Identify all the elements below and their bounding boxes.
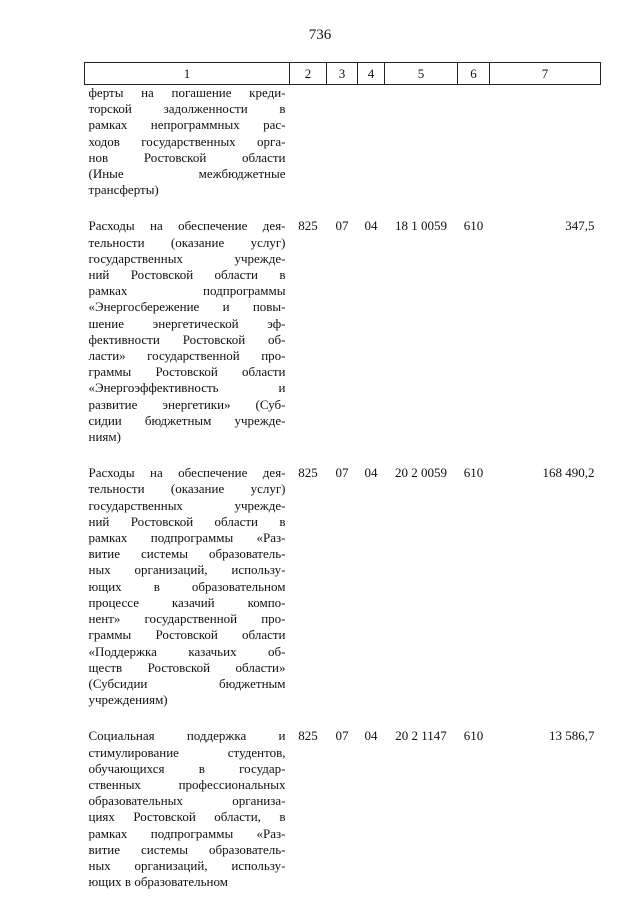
table-body <box>85 85 601 891</box>
row-subsection: 04 <box>364 465 378 481</box>
description-line: циях Ростовской области, в <box>88 809 286 825</box>
description-line: нов Ростовской области <box>88 149 286 165</box>
description-line: Социальная поддержка и <box>88 728 286 744</box>
row-expense-type <box>458 85 490 199</box>
description-line: государственных учрежде- <box>88 250 286 266</box>
description-line: учреждениям) <box>88 692 168 708</box>
description-line: рамках непрограммных рас- <box>88 117 286 133</box>
description-line: «Поддержка казачьих об- <box>88 643 286 659</box>
row-spacer <box>85 198 601 218</box>
row-target-article: 20 2 0059 <box>395 465 447 481</box>
header-col-4: 4 <box>358 63 385 85</box>
description-line: тельности (оказание услуг) <box>88 234 286 250</box>
row-spacer-cell <box>85 198 601 218</box>
table-row <box>85 465 601 708</box>
row-subsection <box>358 85 385 199</box>
row-target-article: 18 1 0059 <box>395 218 447 234</box>
description-line: нент» государственной про- <box>88 611 286 627</box>
description-line: рамках подпрограммы «Раз- <box>88 530 286 546</box>
description-line: «Энергоэффективность и <box>88 380 286 396</box>
description-line: ственных профессиональных <box>88 776 286 792</box>
description-line: стимулирование студентов, <box>88 744 286 760</box>
description-line: фективности Ростовской об- <box>88 331 286 347</box>
description-line: ющих в образовательном <box>88 578 286 594</box>
header-col-5: 5 <box>385 63 458 85</box>
description-line: развитие энергетики» (Суб- <box>88 396 286 412</box>
row-ministry-code <box>290 85 327 199</box>
description-line: процессе казачий компо- <box>88 594 286 610</box>
row-description <box>85 465 290 708</box>
description-line: витие системы образователь- <box>88 546 286 562</box>
row-section: 07 <box>335 465 349 481</box>
row-spacer <box>85 445 601 465</box>
description-line: Расходы на обеспечение дея- <box>88 465 286 481</box>
row-spacer-cell <box>85 445 601 465</box>
row-amount: 13 586,7 <box>549 728 595 744</box>
description-line: граммы Ростовской области <box>88 364 286 380</box>
description-line: обучающихся в государ- <box>88 760 286 776</box>
description-line: рамках подпрограммы «Раз- <box>88 825 286 841</box>
row-amount: 347,5 <box>565 218 595 234</box>
description-line: ных организаций, использу- <box>88 857 286 873</box>
header-col-7: 7 <box>490 63 601 85</box>
table-row <box>85 218 601 445</box>
row-ministry-code: 825 <box>298 218 318 234</box>
description-line: тельности (оказание услуг) <box>88 481 286 497</box>
description-line: трансферты) <box>88 182 159 198</box>
row-amount <box>490 85 601 199</box>
description-line: (Иные межбюджетные <box>88 166 286 182</box>
description-line: ходов государственных орга- <box>88 133 286 149</box>
description-line: рамках подпрограммы <box>88 283 286 299</box>
row-amount: 168 490,2 <box>542 465 595 481</box>
description-line: ных организаций, использу- <box>88 562 286 578</box>
row-subsection: 04 <box>364 728 378 744</box>
row-target-article <box>385 85 458 199</box>
description-line: «Энергосбережение и повы- <box>88 299 286 315</box>
description-line: ществ Ростовской области» <box>88 659 286 675</box>
row-section: 07 <box>335 728 349 744</box>
description-line: граммы Ростовской области <box>88 627 286 643</box>
row-description <box>85 218 290 445</box>
description-line: (Субсидии бюджетным <box>88 675 286 691</box>
page-number: 736 <box>308 27 332 43</box>
description-line: витие системы образователь- <box>88 841 286 857</box>
row-section <box>327 85 358 199</box>
header-col-3: 3 <box>327 63 358 85</box>
header-col-2: 2 <box>290 63 327 85</box>
description-line: ниям) <box>88 429 121 445</box>
row-spacer-cell <box>85 708 601 728</box>
header-col-6: 6 <box>458 63 490 85</box>
budget-table <box>84 62 601 890</box>
row-expense-type: 610 <box>463 465 484 481</box>
row-description <box>85 728 290 890</box>
description-line: Расходы на обеспечение дея- <box>88 218 286 234</box>
row-subsection: 04 <box>364 218 378 234</box>
row-target-article: 20 2 1147 <box>395 728 447 744</box>
description-line: образовательных организа- <box>88 793 286 809</box>
row-ministry-code: 825 <box>298 465 318 481</box>
description-line: ласти» государственной про- <box>88 348 286 364</box>
row-expense-type: 610 <box>463 218 484 234</box>
description-line: ферты на погашение креди- <box>88 85 286 100</box>
description-line: шение энергетической эф- <box>88 315 286 331</box>
table-header <box>85 63 601 85</box>
row-section: 07 <box>335 218 349 234</box>
description-line: сидии бюджетным учрежде- <box>88 412 286 428</box>
table-row <box>85 728 601 890</box>
row-description <box>85 85 290 199</box>
table-row <box>85 85 601 199</box>
row-ministry-code: 825 <box>298 728 318 744</box>
description-line: государственных учрежде- <box>88 497 286 513</box>
description-line: ний Ростовской области в <box>88 513 286 529</box>
description-line: ющих в образовательном <box>88 874 228 890</box>
description-line: торской задолженности в <box>88 101 286 117</box>
row-spacer <box>85 708 601 728</box>
description-line: ний Ростовской области в <box>88 267 286 283</box>
header-col-1: 1 <box>85 63 290 85</box>
row-expense-type: 610 <box>463 728 484 744</box>
